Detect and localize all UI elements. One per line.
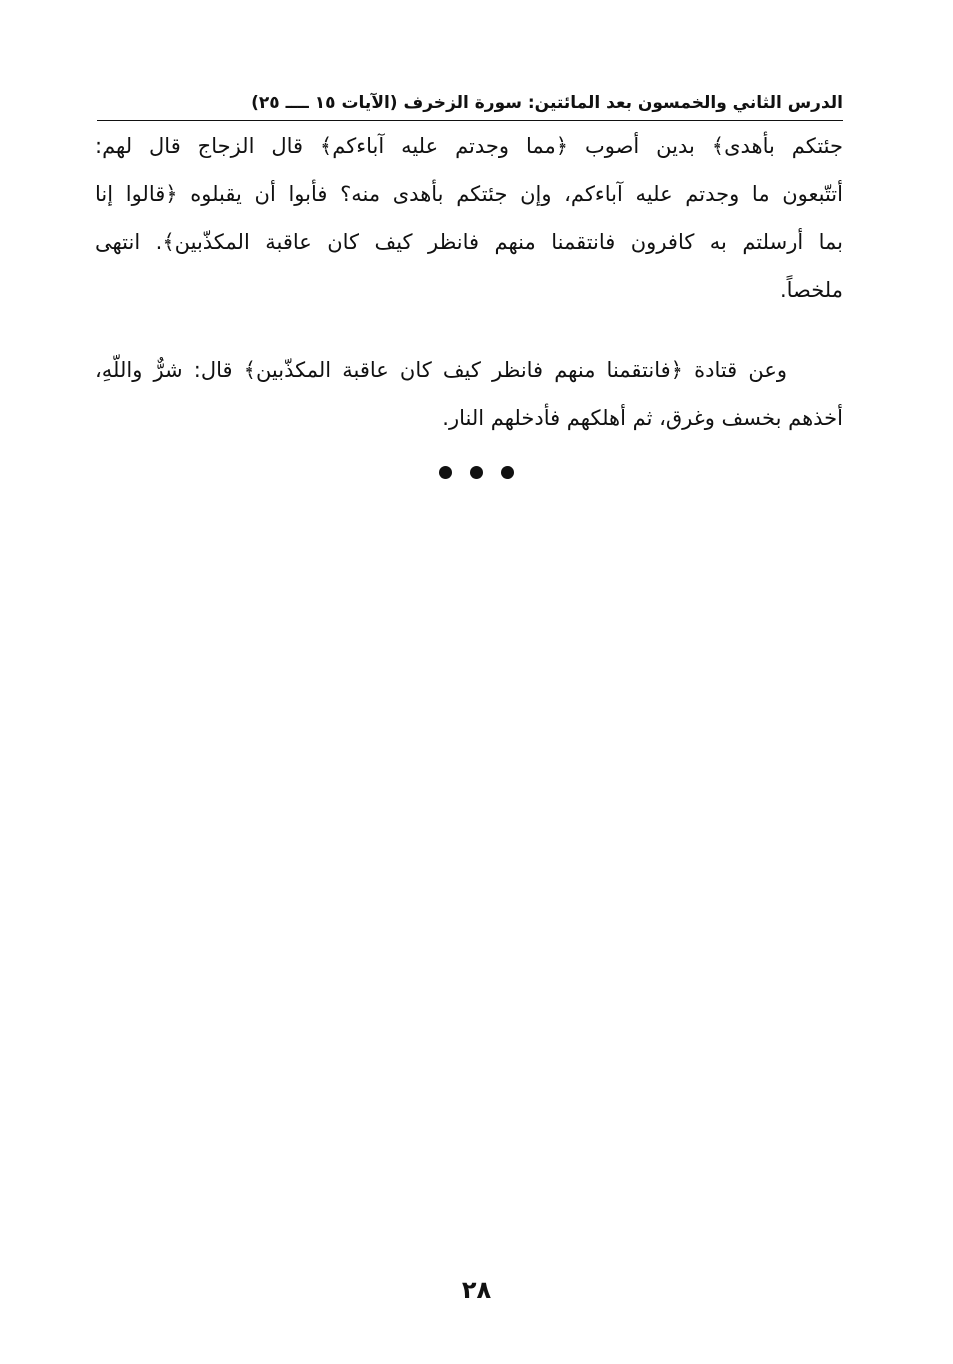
header-rule [97,120,843,121]
separator-dot [501,466,514,479]
separator-dot [439,466,452,479]
body-text [95,122,843,442]
text-line: جئتكم بأهدى﴾ بدين أصوب ﴿مما وجدتم عليه آباءكم﴾ قال الزجاج قال لهم: [95,134,843,158]
text-line: أخذهم بخسف وغرق، ثم أهلكهم فأدخلهم النار. [442,406,843,430]
page-number: ٢٨ [461,1276,492,1304]
running-header-title: الدرس الثاني والخمسون بعد المائتين: سورة الزخرف (الآيات ١٥ ــــ ٢٥) [251,93,843,113]
section-separator [0,466,953,486]
paragraph-1 [95,122,843,314]
paragraph-2 [95,346,843,442]
text-line: بما أرسلتم به كافرون فانتقمنا منهم فانظر كيف كان عاقبة المكذّبين﴾. انتهى [95,230,843,254]
text-line: وعن قتادة ﴿فانتقمنا منهم فانظر كيف كان عاقبة المكذّبين﴾ قال: شرٌّ واللّهِ، [95,358,787,382]
separator-dot [470,466,483,479]
text-line: أتتّبعون ما وجدتم عليه آباءكم، وإن جئتكم بأهدى منه؟ فأبوا أن يقبلوه ﴿قالوا إنا [95,182,843,206]
text-line: ملخصاً. [779,278,843,302]
